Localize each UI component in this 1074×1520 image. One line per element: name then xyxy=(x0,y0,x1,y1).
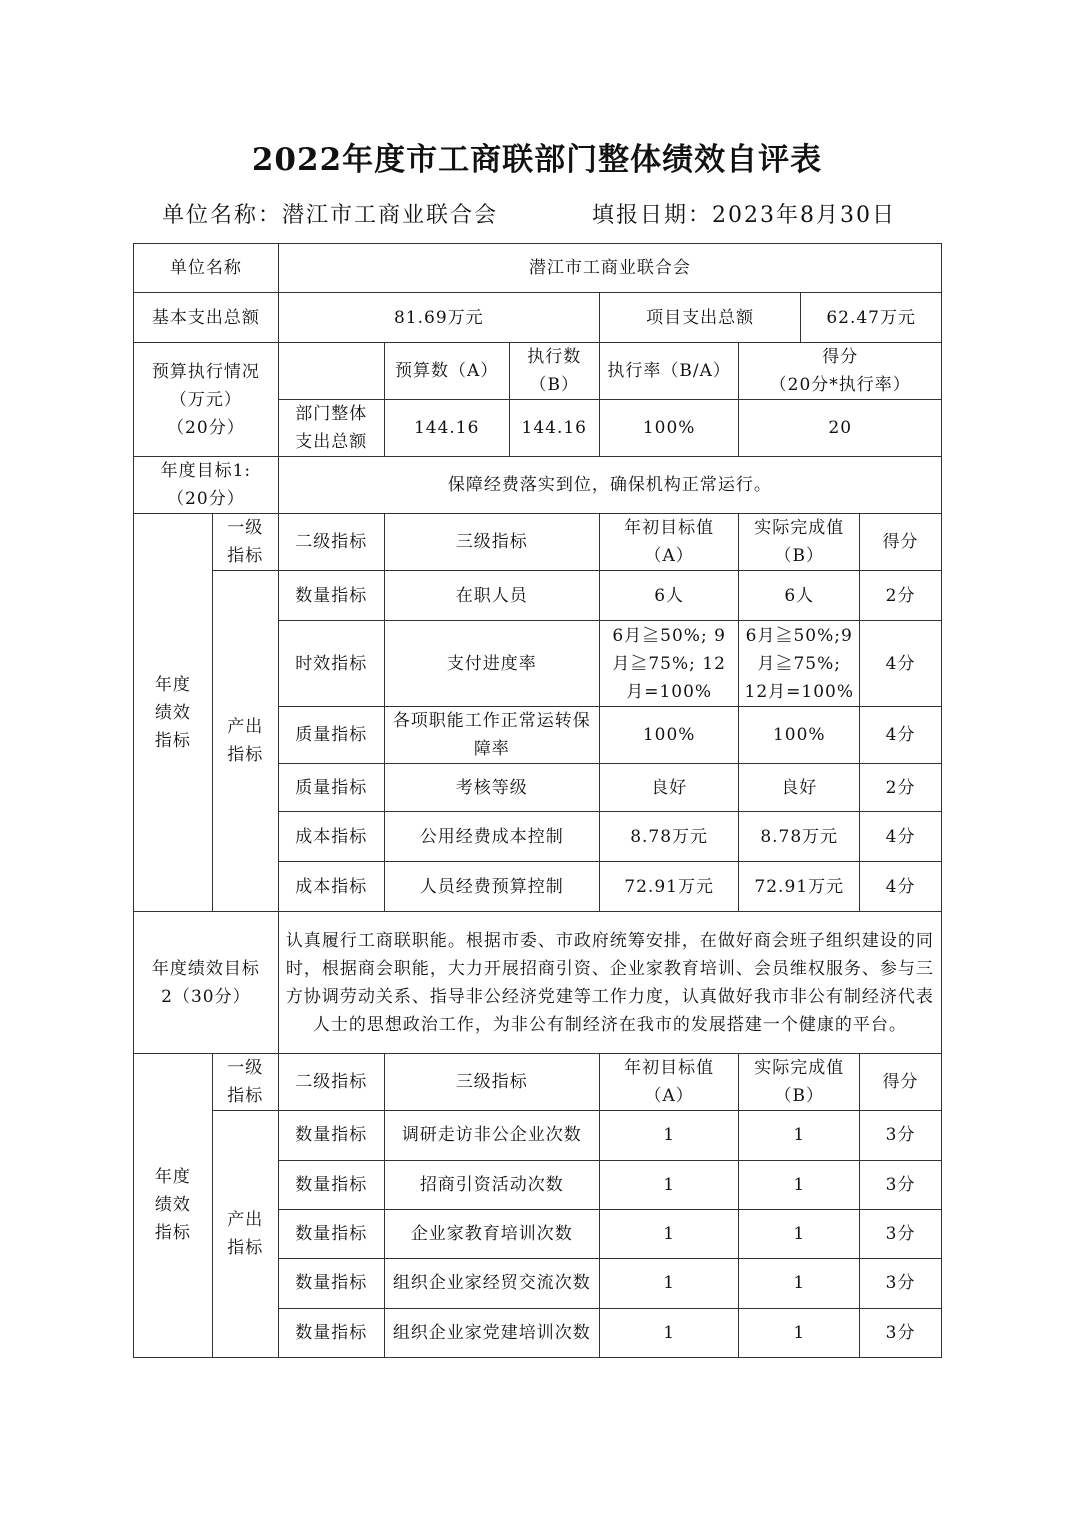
budget-empty-cell xyxy=(278,343,384,400)
ind1-lvl2-cell: 质量指标 xyxy=(278,707,384,764)
goal2-text: 认真履行工商联职能。根据市委、市政府统筹安排，在做好商会班子组织建设的同时，根据商会职能，大力开展招商引资、企业家教育培训、会员维权服务、参与三方协调劳动关系、指导非公经济党建等工作力度，认真做好我市非公有制经济代表人士的思想政治工作，为非公有制经济在我市的发展搭建一个健康的平台。 xyxy=(278,912,941,1053)
ind2-lvl2-cell: 数量指标 xyxy=(278,1209,384,1258)
ind2-target-cell: 1 xyxy=(599,1308,739,1357)
goal1-row xyxy=(134,457,942,514)
ind1-lvl1-header-line-1: 一级 xyxy=(227,518,264,539)
ind1-target-cell: 6月≧50%; 9月≧75%; 12月=100% xyxy=(599,621,739,707)
ind1-group-line-3: 指标 xyxy=(154,730,191,751)
basic-expense-value: 81.69万元 xyxy=(278,293,599,343)
budget-label xyxy=(134,343,279,457)
goal2-label-line-2: 2（30分） xyxy=(161,986,251,1007)
ind1-actual-header-line-1: 实际完成值 xyxy=(754,518,845,539)
score-value: 20 xyxy=(739,400,942,457)
goal1-text: 保障经费落实到位，确保机构正常运行。 xyxy=(278,457,941,514)
fill-date-line: 填报日期：2023年8月30日 xyxy=(592,203,896,228)
ind1-target-cell: 8.78万元 xyxy=(599,812,739,862)
ind2-lvl3-cell: 招商引资活动次数 xyxy=(384,1160,599,1209)
ind1-lvl3-cell: 考核等级 xyxy=(384,764,599,812)
ind2-group-line-2: 绩效 xyxy=(154,1195,191,1216)
ind2-output-line-1: 产出 xyxy=(227,1209,264,1230)
ind1-lvl2-cell: 数量指标 xyxy=(278,571,384,621)
budget-row-label-line-2: 支出总额 xyxy=(295,432,368,453)
ind1-actual-cell: 6人 xyxy=(739,571,860,621)
exec-value: 144.16 xyxy=(509,400,599,457)
ind1-lvl3-cell: 人员经费预算控制 xyxy=(384,862,599,912)
ind2-lvl1-header-line-2: 指标 xyxy=(227,1085,264,1106)
ind1-target-header-line-2: （A） xyxy=(644,546,694,567)
ind2-header-row xyxy=(134,1053,942,1110)
ind1-lvl2-cell: 成本指标 xyxy=(278,862,384,912)
ind1-target-header-line-1: 年初目标值 xyxy=(624,518,715,539)
ind1-actual-cell: 72.91万元 xyxy=(739,862,860,912)
budget-col-rate: 执行率（B/A） xyxy=(599,343,739,400)
ind1-score-cell: 2分 xyxy=(860,764,942,812)
ind2-actual-cell: 1 xyxy=(739,1308,860,1357)
unit-name-line: 单位名称：潜江市工商业联合会 xyxy=(162,203,499,228)
ind2-target-header-line-1: 年初目标值 xyxy=(624,1057,715,1078)
ind1-actual-cell: 100% xyxy=(739,707,860,764)
ind2-score-cell: 3分 xyxy=(860,1258,942,1308)
ind2-lvl2-cell: 数量指标 xyxy=(278,1160,384,1209)
budget-col-exec: 执行数（B） xyxy=(509,343,599,400)
ind1-score-cell: 4分 xyxy=(860,862,942,912)
ind2-lvl2-cell: 数量指标 xyxy=(278,1308,384,1357)
ind1-lvl2-cell: 质量指标 xyxy=(278,764,384,812)
ind2-actual-header-line-2: （B） xyxy=(774,1085,824,1106)
ind2-lvl3-cell: 组织企业家经贸交流次数 xyxy=(384,1258,599,1308)
budget-header-row xyxy=(134,343,942,400)
ind2-group-line-3: 指标 xyxy=(154,1223,191,1244)
budget-label-line-1: 预算执行情况 xyxy=(151,361,260,382)
ind1-lvl3-cell: 各项职能工作正常运转保障率 xyxy=(384,707,599,764)
ind2-output-label xyxy=(212,1110,278,1357)
goal1-label-line-2: （20分） xyxy=(167,489,245,510)
ind1-lvl2-cell: 时效指标 xyxy=(278,621,384,707)
ind1-lvl1-header xyxy=(212,514,278,571)
ind1-output-line-2: 指标 xyxy=(227,745,264,766)
basic-expense-label: 基本支出总额 xyxy=(134,293,279,343)
ind1-target-header xyxy=(599,514,739,571)
ind1-actual-header xyxy=(739,514,860,571)
ind1-score-cell: 4分 xyxy=(860,812,942,862)
goal2-row xyxy=(134,912,942,1053)
ind2-score-header: 得分 xyxy=(860,1053,942,1110)
budget-label-line-3: （20分） xyxy=(167,417,245,438)
budget-col-budget: 预算数（A） xyxy=(384,343,509,400)
ind1-lvl2-cell: 成本指标 xyxy=(278,812,384,862)
ind2-actual-header xyxy=(739,1053,860,1110)
ind2-actual-header-line-1: 实际完成值 xyxy=(754,1057,845,1078)
ind2-lvl2-cell: 数量指标 xyxy=(278,1258,384,1308)
budget-col-score xyxy=(739,343,942,400)
ind2-score-cell: 3分 xyxy=(860,1209,942,1258)
ind1-actual-header-line-2: （B） xyxy=(774,546,824,567)
ind1-target-cell: 6人 xyxy=(599,571,739,621)
ind2-output-line-2: 指标 xyxy=(227,1237,264,1258)
ind2-target-cell: 1 xyxy=(599,1110,739,1160)
ind2-target-cell: 1 xyxy=(599,1209,739,1258)
expense-row xyxy=(134,293,942,343)
table-row xyxy=(134,571,942,621)
ind1-group-line-2: 绩效 xyxy=(154,702,191,723)
ind1-lvl3-header: 三级指标 xyxy=(384,514,599,571)
ind2-lvl3-header: 三级指标 xyxy=(384,1053,599,1110)
ind1-score-cell: 4分 xyxy=(860,707,942,764)
ind1-target-cell: 72.91万元 xyxy=(599,862,739,912)
ind1-lvl1-header-line-2: 指标 xyxy=(227,546,264,567)
ind1-score-cell: 4分 xyxy=(860,621,942,707)
ind1-output-line-1: 产出 xyxy=(227,717,264,738)
ind2-lvl3-cell: 企业家教育培训次数 xyxy=(384,1209,599,1258)
unit-value: 潜江市工商业联合会 xyxy=(278,244,941,293)
page-title: 2022年度市工商联部门整体绩效自评表 xyxy=(251,142,823,178)
project-expense-label: 项目支出总额 xyxy=(599,293,800,343)
ind1-output-label xyxy=(212,571,278,912)
performance-table xyxy=(133,243,942,1358)
ind1-actual-cell: 6月≧50%;9月≧75%; 12月=100% xyxy=(739,621,860,707)
ind2-target-header xyxy=(599,1053,739,1110)
ind2-lvl1-header xyxy=(212,1053,278,1110)
budget-row-label xyxy=(278,400,384,457)
ind2-actual-cell: 1 xyxy=(739,1110,860,1160)
ind1-actual-cell: 良好 xyxy=(739,764,860,812)
ind1-score-header: 得分 xyxy=(860,514,942,571)
budget-col-score-line-2: （20分*执行率） xyxy=(769,375,911,396)
ind1-lvl3-cell: 支付进度率 xyxy=(384,621,599,707)
ind2-target-cell: 1 xyxy=(599,1160,739,1209)
budget-value: 144.16 xyxy=(384,400,509,457)
ind1-actual-cell: 8.78万元 xyxy=(739,812,860,862)
ind2-lvl3-cell: 组织企业家党建培训次数 xyxy=(384,1308,599,1357)
ind2-actual-cell: 1 xyxy=(739,1160,860,1209)
goal1-label-line-1: 年度目标1: xyxy=(160,461,252,482)
ind2-lvl2-cell: 数量指标 xyxy=(278,1110,384,1160)
rate-value: 100% xyxy=(599,400,739,457)
ind2-target-header-line-2: （A） xyxy=(644,1085,694,1106)
ind1-group-label xyxy=(134,514,213,912)
ind2-actual-cell: 1 xyxy=(739,1209,860,1258)
ind1-group-line-1: 年度 xyxy=(154,674,191,695)
ind2-lvl1-header-line-1: 一级 xyxy=(227,1057,264,1078)
table-row xyxy=(134,1110,942,1160)
ind2-group-label xyxy=(134,1053,213,1357)
ind2-score-cell: 3分 xyxy=(860,1110,942,1160)
goal1-label xyxy=(134,457,279,514)
budget-col-score-line-1: 得分 xyxy=(822,347,859,368)
ind2-actual-cell: 1 xyxy=(739,1258,860,1308)
ind1-score-cell: 2分 xyxy=(860,571,942,621)
goal2-label-line-1: 年度绩效目标 xyxy=(151,958,260,979)
project-expense-value: 62.47万元 xyxy=(801,293,942,343)
budget-row-label-line-1: 部门整体 xyxy=(295,404,368,425)
budget-label-line-2: （万元） xyxy=(169,389,242,410)
ind2-score-cell: 3分 xyxy=(860,1308,942,1357)
ind1-target-cell: 100% xyxy=(599,707,739,764)
unit-row xyxy=(134,244,942,293)
ind2-lvl2-header: 二级指标 xyxy=(278,1053,384,1110)
ind2-score-cell: 3分 xyxy=(860,1160,942,1209)
unit-label: 单位名称 xyxy=(134,244,279,293)
ind1-target-cell: 良好 xyxy=(599,764,739,812)
ind1-lvl3-cell: 公用经费成本控制 xyxy=(384,812,599,862)
ind2-target-cell: 1 xyxy=(599,1258,739,1308)
ind1-header-row xyxy=(134,514,942,571)
ind1-lvl3-cell: 在职人员 xyxy=(384,571,599,621)
ind2-group-line-1: 年度 xyxy=(154,1167,191,1188)
ind1-lvl2-header: 二级指标 xyxy=(278,514,384,571)
goal2-label xyxy=(134,912,279,1053)
ind2-lvl3-cell: 调研走访非公企业次数 xyxy=(384,1110,599,1160)
